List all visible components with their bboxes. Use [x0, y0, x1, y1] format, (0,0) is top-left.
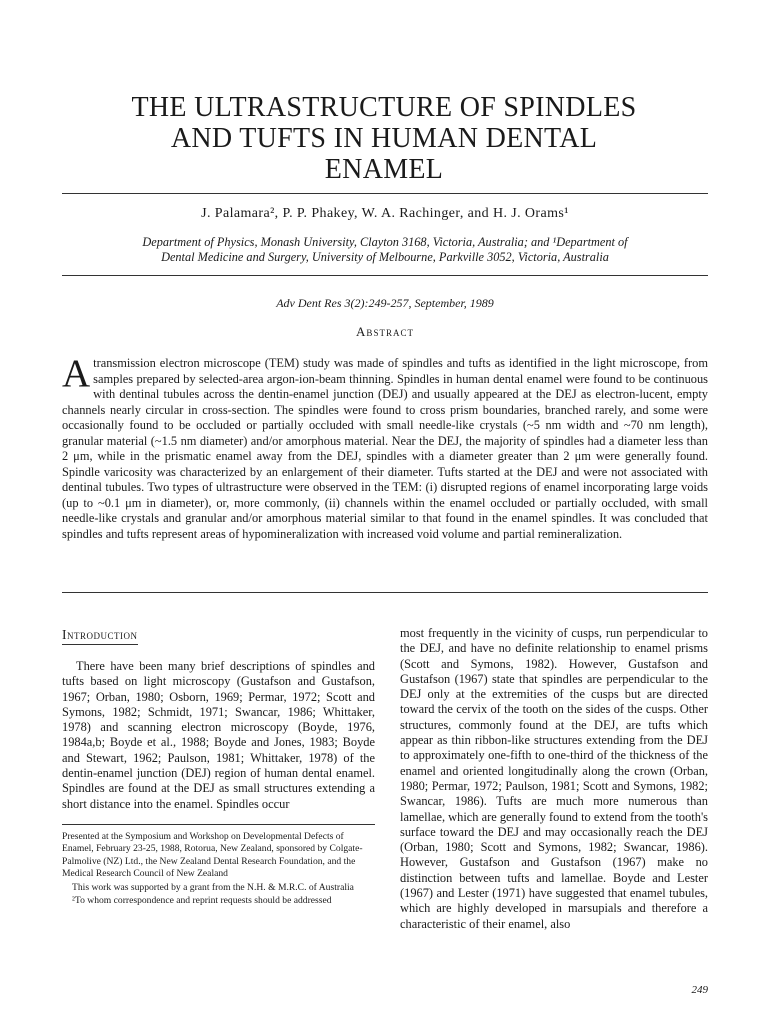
title-line-3: ENAMEL: [324, 154, 444, 185]
footnote-support: This work was supported by a grant from the N.H. & M.R.C. of Australia: [72, 881, 354, 893]
page-number: 249: [691, 984, 708, 996]
affiliation-line-2: Dental Medicine and Surgery, University of Melbourne, Parkville 3052, Victoria, Australia: [161, 250, 609, 264]
title-line-2: AND TUFTS IN HUMAN DENTAL: [170, 123, 598, 154]
abstract-divider: [62, 592, 708, 593]
footnote-presented: Presented at the Symposium and Workshop on Developmental Defects of Enamel, February 23-25, 1988, Rotorua, New Zealand, sponsored by Colgate-Palmolive (NZ) Ltd., the New Zealand Dental Research Foundation, and the Medical Research Council of New Zealand: [62, 830, 363, 880]
affiliation-line-1: Department of Physics, Monash University, Clayton 3168, Victoria, Australia; and ¹Department of: [142, 235, 628, 249]
introduction-paragraph-right: most frequently in the vicinity of cusps, run perpendicular to the DEJ, and have no definite relationship to enamel prisms (Scott and Symons, 1982). However, Gustafson and Gustafson (1967) state that spindles are perpendicular to the DEJ only at the extremities of the cusps but are directed toward the cervix of the tooth on the sides of the cusps. Other structures, commonly found at the DEJ, are tufts which appear as thin ribbon-like structures extending from the DEJ to approximately one-fifth to one-third of the thickness of the enamel and oriented longitudinally along the crown (Orban, 1980; Permar, 1972; Paulson, 1981; Scott and Symons, 1982; Swancar, 1986). Tufts are much more numerous than lamellae, which are generally found to extend from the tooth's surface toward the DEJ and may occasionally reach the DEJ (Orban, 1980; Scott and Symons, 1982; Swancar, 1986). However, Gustafson and Gustafson (1967) make no distinction between tufts and lamellae. Boyde and Lester (1967) and Lester (1971) have suggested that enamel tubules, which are highly developed in marsupials and therefore a characteristic of their enamel, also: [400, 626, 708, 931]
footnote-divider: [62, 824, 375, 825]
title-divider: [62, 193, 708, 194]
journal-citation: Adv Dent Res 3(2):249-257, September, 1989: [276, 296, 494, 310]
footnote-correspondence: ²To whom correspondence and reprint requests should be addressed: [72, 895, 332, 906]
abstract-body: [62, 352, 708, 542]
abstract-dropcap: A: [62, 352, 91, 395]
title-line-1: THE ULTRASTRUCTURE OF SPINDLES: [131, 92, 637, 123]
introduction-paragraph-left: There have been many brief descriptions of spindles and tufts based on light microscopy (Gustafson and Gustafson, 1967; Orban, 1980; Osborn, 1969; Permar, 1972; Scott and Symons, 1982; Schmidt, 1971; Swancar, 1986; Whittaker, 1978) and scanning electron microscopy (Boyde, 1976, 1984a,b; Boyde et al., 1988; Boyde and Jones, 1983; Boyde and Stewart, 1962; Paulson, 1981; Whittaker, 1978) of the dentin-enamel junction (DEJ) region of human dental enamel. Spindles are found at the DEJ as small structures extending a short distance into the enamel. Spindles occur: [62, 659, 375, 811]
abstract-heading: Abstract: [356, 324, 414, 339]
abstract-text: transmission electron microscope (TEM) study was made of spindles and tufts as identified in the light microscope, from samples prepared by selected-area argon-ion-beam thinning. Spindles in human dental enamel were found to be continuous with dentinal tubules across the dentin-enamel junction (DEJ) and usually appeared at the DEJ as electron-lucent, empty channels nearly circular in cross-section. The spindles were found to cross prism boundaries, branched rarely, and some were occasionally found to be occluded or partially occluded with small needle-like crystals (~5 nm width and ~70 nm length), granular material (~1.5 nm diameter) and/or amorphous material. Near the DEJ, the majority of spindles had a diameter less than 2 μm, while in the prismatic enamel away from the DEJ, spindles with a diameter greater than 2 μm were generally found. Spindle varicosity was characterized by an enlargement of their diameter. Tufts started at the DEJ and were not associated with dentinal tubules. Two types of ultrastructure were observed in the TEM: (i) disrupted regions of enamel incorporating large voids (up to ~0.1 μm in diameter), or, more commonly, (ii) channels within the enamel occluded or partially occluded, with small needle-like crystals and granular and/or amorphous material similar to that found in the enamel spindles. It was concluded that spindles and tufts represent areas of hypomineralization with increased void volume and partial remineralization.: [62, 356, 708, 541]
author-list: J. Palamara², P. P. Phakey, W. A. Rachinger, and H. J. Orams¹: [201, 206, 569, 221]
author-affiliation: [80, 235, 690, 265]
right-column: [400, 626, 708, 932]
left-column: [62, 626, 375, 908]
introduction-heading: Introduction: [62, 627, 138, 645]
article-title: [60, 92, 708, 185]
affiliation-divider: [62, 275, 708, 276]
